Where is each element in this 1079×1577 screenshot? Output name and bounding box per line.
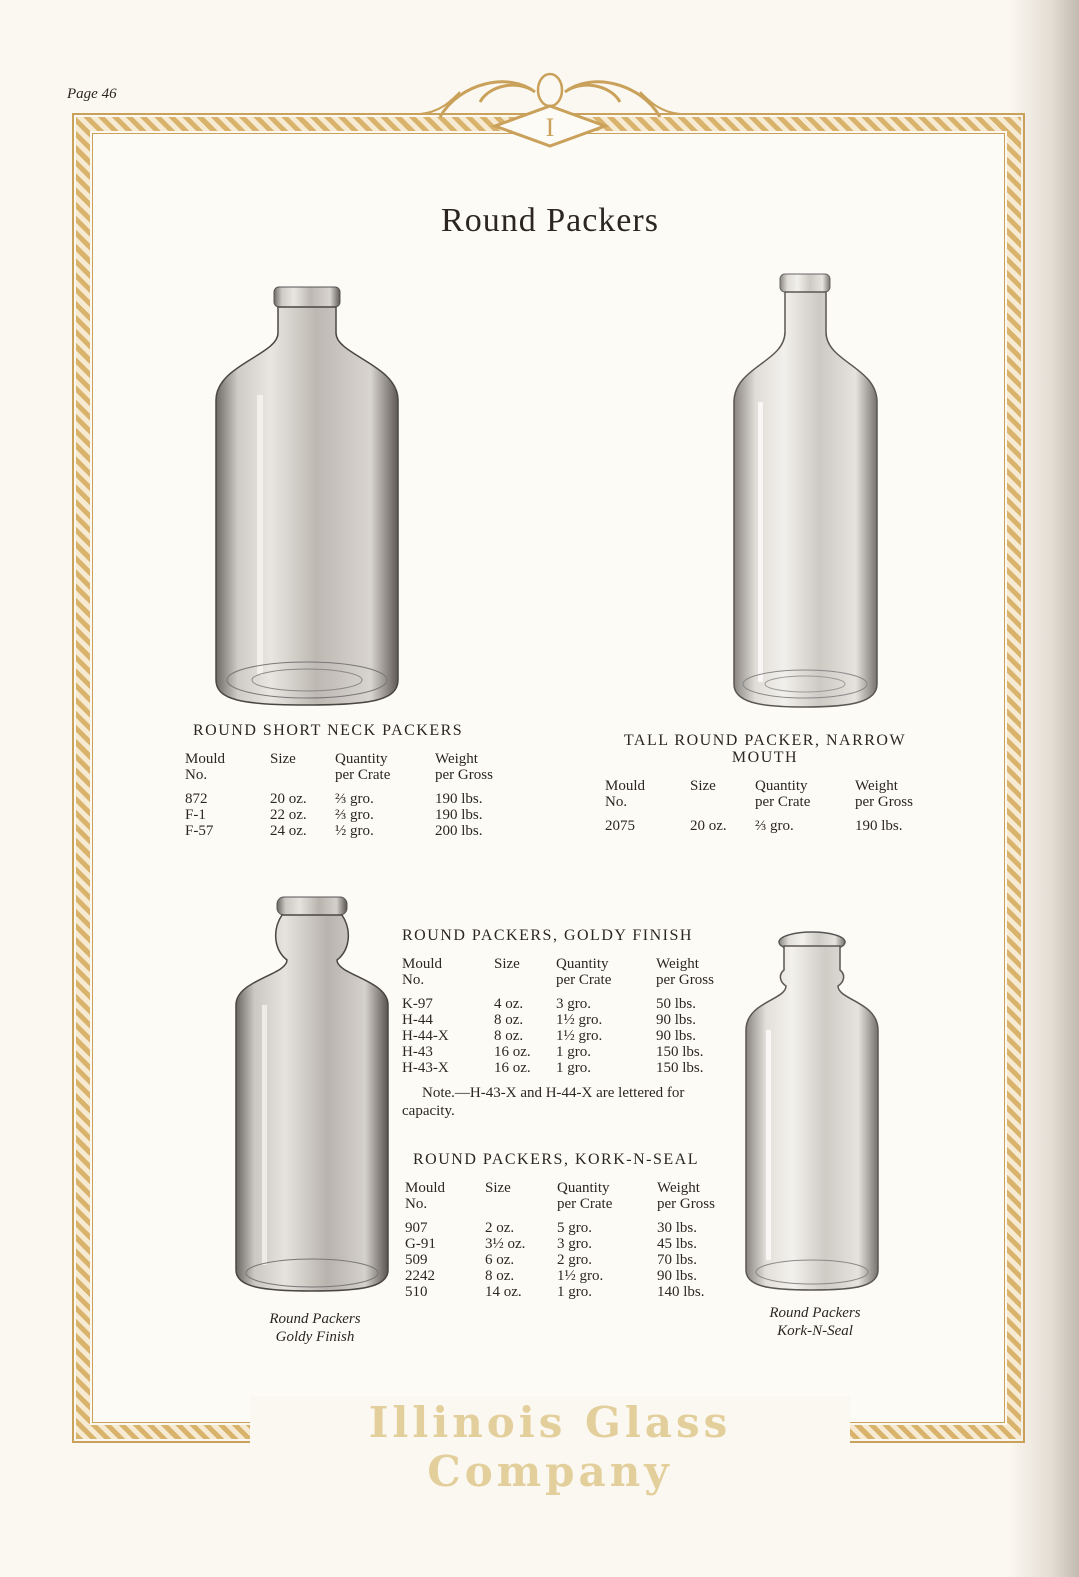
table-row: [185, 823, 505, 839]
table-cell: F-1: [185, 807, 206, 823]
table-cell: 3 gro.: [556, 996, 591, 1012]
table-cell: H-44: [402, 1012, 433, 1028]
page-number: Page 46: [67, 86, 117, 102]
table-row: [402, 1060, 727, 1076]
table-cell: 4 oz.: [494, 996, 524, 1012]
table-cell: 90 lbs.: [656, 1028, 697, 1044]
korknseal-table: [405, 1180, 730, 1300]
col-header: Mould No.: [405, 1180, 446, 1212]
col-header: Weight per Gross: [657, 1180, 715, 1212]
table-cell: 16 oz.: [494, 1060, 531, 1076]
table-cell: H-43: [402, 1044, 433, 1060]
table-cell: G-91: [405, 1236, 436, 1252]
col-header: Quantity per Crate: [557, 1180, 613, 1212]
caption-line: Kork-N-Seal: [777, 1323, 853, 1339]
tall-narrow-table: [605, 778, 930, 834]
col-header: Weight per Gross: [656, 956, 714, 988]
col-header: Quantity per Crate: [755, 778, 811, 810]
col-header: Size: [270, 751, 296, 767]
table-cell: 14 oz.: [485, 1284, 522, 1300]
table-cell: 24 oz.: [270, 823, 307, 839]
col-header: Size: [494, 956, 520, 972]
col-header: Mould No.: [185, 751, 226, 783]
col-header: Mould No.: [402, 956, 443, 988]
short-neck-table: [185, 751, 505, 839]
goldy-table: [402, 956, 727, 1076]
caption-line: Round Packers: [769, 1305, 861, 1321]
table-row: [185, 791, 505, 807]
caption-line: Round Packers: [269, 1311, 361, 1327]
short-neck-packer-bottle-image: [212, 285, 402, 710]
table-cell: 509: [405, 1252, 428, 1268]
tall-narrow-heading: TALL ROUND PACKER, NARROW MOUTH: [623, 732, 907, 766]
table-cell: 30 lbs.: [657, 1220, 698, 1236]
table-cell: 1½ gro.: [556, 1012, 603, 1028]
col-header: Weight per Gross: [435, 751, 493, 783]
goldy-note: Note.—H-43-X and H-44-X are lettered for capacity.: [402, 1085, 685, 1119]
company-name: Illinois Glass Company: [368, 1398, 732, 1496]
goldy-caption: [240, 1310, 390, 1346]
page-title: Round Packers: [441, 202, 659, 239]
table-cell: 16 oz.: [494, 1044, 531, 1060]
table-cell: 2 oz.: [485, 1220, 515, 1236]
table-cell: 1½ gro.: [556, 1028, 603, 1044]
table-cell: ⅔ gro.: [335, 791, 374, 807]
korknseal-heading: ROUND PACKERS, KORK-N-SEAL: [413, 1151, 699, 1168]
table-cell: 3 gro.: [557, 1236, 592, 1252]
table-cell: 2242: [405, 1268, 435, 1284]
table-cell: 6 oz.: [485, 1252, 515, 1268]
table-cell: 50 lbs.: [656, 996, 697, 1012]
col-header: Mould No.: [605, 778, 646, 810]
table-cell: 5 gro.: [557, 1220, 592, 1236]
table-cell: 1 gro.: [557, 1284, 592, 1300]
table-row: [605, 818, 930, 834]
table-cell: 20 oz.: [270, 791, 307, 807]
table-cell: 907: [405, 1220, 428, 1236]
table-cell: H-44-X: [402, 1028, 449, 1044]
table-row: [405, 1268, 730, 1284]
tall-narrow-mouth-bottle-image: [728, 272, 883, 712]
table-row: [405, 1252, 730, 1268]
table-row: [185, 807, 505, 823]
col-header: Quantity per Crate: [556, 956, 612, 988]
table-row: [402, 1028, 727, 1044]
table-cell: 20 oz.: [690, 818, 727, 834]
table-cell: 150 lbs.: [656, 1060, 704, 1076]
col-header: Size: [485, 1180, 511, 1196]
table-cell: 90 lbs.: [656, 1012, 697, 1028]
table-cell: 22 oz.: [270, 807, 307, 823]
table-cell: 2075: [605, 818, 635, 834]
table-cell: 1 gro.: [556, 1044, 591, 1060]
table-row: [402, 996, 727, 1012]
table-cell: H-43-X: [402, 1060, 449, 1076]
table-cell: ⅔ gro.: [755, 818, 794, 834]
table-row: [402, 1012, 727, 1028]
short-neck-heading: ROUND SHORT NECK PACKERS: [193, 722, 464, 739]
table-row: [405, 1284, 730, 1300]
table-row: [405, 1236, 730, 1252]
table-row: [405, 1220, 730, 1236]
table-cell: 2 gro.: [557, 1252, 592, 1268]
table-cell: 8 oz.: [494, 1012, 524, 1028]
crest-letter: I: [545, 113, 555, 142]
table-cell: 510: [405, 1284, 428, 1300]
goldy-finish-bottle-image: [232, 895, 392, 1295]
kork-n-seal-bottle-image: [742, 930, 882, 1295]
table-cell: 3½ oz.: [485, 1236, 526, 1252]
col-header: Quantity per Crate: [335, 751, 391, 783]
table-cell: 190 lbs.: [855, 818, 903, 834]
table-cell: 45 lbs.: [657, 1236, 698, 1252]
table-cell: 1 gro.: [556, 1060, 591, 1076]
table-cell: 872: [185, 791, 208, 807]
table-cell: 200 lbs.: [435, 823, 483, 839]
table-cell: ⅔ gro.: [335, 807, 374, 823]
crest-ornament: [420, 62, 680, 152]
table-cell: 190 lbs.: [435, 791, 483, 807]
table-cell: 190 lbs.: [435, 807, 483, 823]
table-cell: 8 oz.: [494, 1028, 524, 1044]
table-cell: 70 lbs.: [657, 1252, 698, 1268]
table-cell: F-57: [185, 823, 214, 839]
table-cell: K-97: [402, 996, 433, 1012]
table-row: [402, 1044, 727, 1060]
kork-caption: [740, 1304, 890, 1340]
col-header: Size: [690, 778, 716, 794]
table-cell: 140 lbs.: [657, 1284, 705, 1300]
table-cell: 90 lbs.: [657, 1268, 698, 1284]
table-cell: 1½ gro.: [557, 1268, 604, 1284]
table-cell: 8 oz.: [485, 1268, 515, 1284]
col-header: Weight per Gross: [855, 778, 913, 810]
goldy-heading: ROUND PACKERS, GOLDY FINISH: [402, 927, 693, 944]
caption-line: Goldy Finish: [275, 1329, 355, 1345]
table-cell: ½ gro.: [335, 823, 374, 839]
table-cell: 150 lbs.: [656, 1044, 704, 1060]
